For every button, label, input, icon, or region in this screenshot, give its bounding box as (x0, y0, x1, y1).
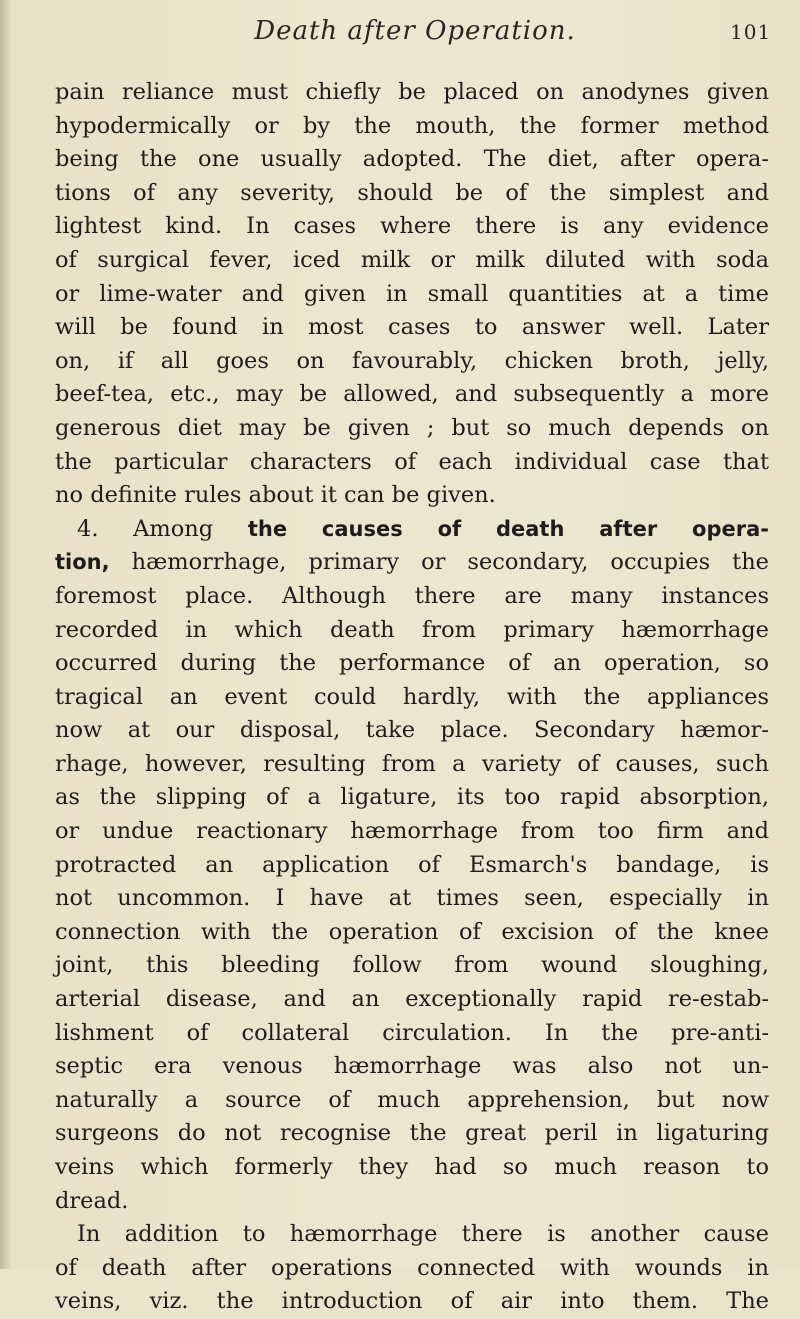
text-line: of death after operations connected with wounds in (55, 1254, 769, 1281)
text-line: lightest kind. In cases where there is any evidence (55, 213, 769, 240)
text-line: or undue reactionary hæmorrhage from too firm and (55, 818, 769, 845)
text-line: joint, this bleeding follow from wound sloughing, (55, 952, 769, 979)
paragraph-end-line: no definite rules about it can be given. (55, 482, 496, 509)
page-edge-shadow (0, 0, 12, 1269)
text-line: veins which formerly they had so much reason to (55, 1154, 769, 1180)
text-line: foremost place. Although there are many instances (55, 582, 769, 609)
text-line: of surgical fever, iced milk or milk diluted with soda (55, 246, 769, 273)
text-line: pain reliance must chiefly be placed on anodynes given (55, 79, 769, 105)
text-line: now at our disposal, take place. Secondary hæmor- (55, 717, 769, 744)
text-line: beef-tea, etc., may be allowed, and subsequently a more (55, 381, 769, 408)
text-line: on, if all goes on favourably, chicken broth, jelly, (55, 347, 769, 374)
section-heading-line (55, 513, 769, 547)
text-line: In addition to hæmorrhage there is another cause (77, 1221, 769, 1248)
paragraph-end-line: dread. (55, 1187, 129, 1214)
section-text: hæmorrhage, primary or secondary, occupies the (109, 549, 769, 576)
text-line: septic era venous hæmorrhage was also not un- (55, 1053, 769, 1080)
text-line: generous diet may be given ; but so much depends on (55, 414, 769, 441)
text-line: or lime-water and given in small quantities at a time (55, 280, 769, 307)
running-title: Death after Operation. (254, 16, 576, 46)
text-line: naturally a source of much apprehension, but now (55, 1086, 769, 1113)
text-line: the particular characters of each individual case that (55, 448, 769, 475)
text-line: tions of any severity, should be of the simplest and (55, 179, 769, 206)
bold-section-heading: the causes of death after opera- (247, 516, 769, 541)
text-line: tragical an event could hardly, with the appliances (55, 683, 769, 710)
text-line: not uncommon. I have at times seen, especially in (55, 885, 769, 912)
text-line: recorded in which death from primary hæmorrhage (55, 616, 769, 643)
text-line: protracted an application of Esmarch's bandage, is (55, 851, 769, 878)
text-line: connection with the operation of excision of the knee (55, 918, 769, 945)
text-line: surgeons do not recognise the great peril in ligaturing (55, 1120, 769, 1147)
text-line: veins, viz. the introduction of air into them. The (55, 1288, 769, 1315)
text-line: rhage, however, resulting from a variety of causes, such (55, 750, 769, 777)
text-line: hypodermically or by the mouth, the former method (55, 112, 769, 139)
text-line: being the one usually adopted. The diet, after opera- (55, 146, 769, 173)
text-line: lishment of collateral circulation. In the pre-anti- (55, 1019, 769, 1046)
section-heading-line (55, 546, 769, 580)
bold-section-heading-end: tion, (55, 550, 110, 575)
body-text (55, 76, 769, 1319)
text-line: arterial disease, and an exceptionally rapid re-estab- (55, 986, 769, 1013)
section-number-text: 4. Among (77, 515, 248, 542)
page-number: 101 (730, 20, 772, 44)
text-line: will be found in most cases to answer well. Later (55, 314, 769, 341)
text-line: occurred during the performance of an operation, so (55, 650, 769, 677)
text-line: as the slipping of a ligature, its too rapid absorption, (55, 784, 769, 811)
